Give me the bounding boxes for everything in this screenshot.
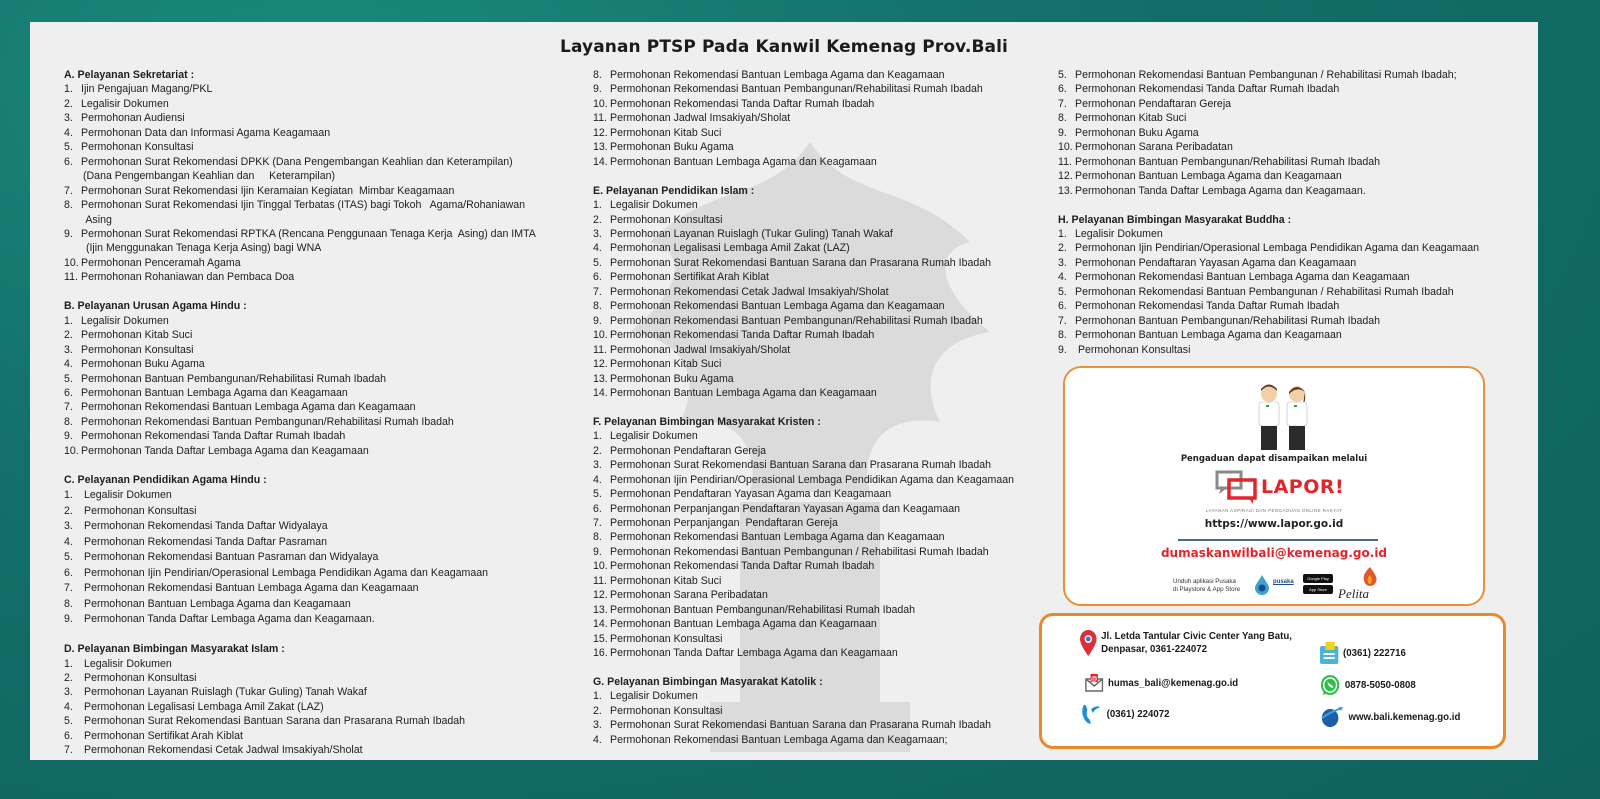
list-item: 6. Permohonan Rekomendasi Tanda Daftar Rumah Ibadah [1058, 300, 1340, 313]
lapor-chat-icon [1215, 468, 1261, 508]
flyer-panel [30, 22, 1538, 760]
list-item: 9. Permohonan Konsultasi [1058, 343, 1191, 356]
list-item: 4. Permohonan Legalisasi Lembaga Amil Zakat (LAZ) [593, 242, 850, 255]
list-item: 9. Permohonan Tanda Daftar Lembaga Agama dan Keagamaan. [64, 613, 375, 626]
list-item: 4. Permohonan Rekomendasi Tanda Daftar Pasraman [64, 535, 328, 548]
list-item: 9. Permohonan Rekomendasi Bantuan Pembangunan/Rehabilitasi Rumah Ibadah [593, 83, 983, 96]
list-item: 8. Permohonan Rekomendasi Bantuan Lembaga Agama dan Keagamaan [593, 300, 945, 313]
list-item: 4. Permohonan Rekomendasi Bantuan Lembaga Agama dan Keagamaan [1058, 271, 1410, 284]
list-item: 13. Permohonan Buku Agama [593, 141, 734, 154]
list-item: 12. Permohonan Sarana Peribadatan [593, 589, 768, 602]
complaint-card [1063, 366, 1485, 606]
phone-icon [1080, 703, 1102, 725]
list-item: 7. Permohonan Rekomendasi Cetak Jadwal Imsakiyah/Sholat [593, 285, 889, 298]
list-item: 2. Permohonan Ijin Pendirian/Operasional Lembaga Pendidikan Agama dan Keagamaan [1058, 242, 1480, 255]
section-bimas-buddha [1058, 213, 1528, 358]
list-item: 5. Permohonan Rekomendasi Bantuan Pembangunan / Rehabilitasi Rumah Ibadah [1058, 285, 1454, 298]
list-item: 5. Permohonan Bantuan Pembangunan/Rehabilitasi Rumah Ibadah [64, 372, 387, 385]
list-item: 4. Permohonan Legalisasi Lembaga Amil Zakat (LAZ) [64, 700, 324, 713]
contact-fax: (0361) 222716 [1320, 642, 1406, 664]
list-item: 1. Legalisir Dokumen [64, 489, 172, 502]
list-item: 7. Permohonan Rekomendasi Cetak Jadwal Imsakiyah/Sholat [64, 744, 363, 757]
list-item: 2. Legalisir Dokumen [64, 97, 169, 110]
list-item: 10. Permohonan Penceramah Agama [64, 256, 241, 269]
list-item: 7. Permohonan Rekomendasi Bantuan Lembaga Agama dan Keagamaan [64, 401, 416, 414]
section-title: E. Pelayanan Pendidikan Islam : [593, 184, 755, 197]
list-item: 3. Permohonan Konsultasi [64, 343, 194, 356]
list-item: 6. Permohonan Perpanjangan Pendaftaran Yayasan Agama dan Keagamaan [593, 502, 961, 515]
list-item: 1. Legalisir Dokumen [64, 657, 172, 670]
list-item: 3. Permohonan Surat Rekomendasi Bantuan Sarana dan Prasarana Rumah Ibadah [593, 719, 992, 732]
list-item: 9. Permohonan Surat Rekomendasi RPTKA (Rencana Penggunaan Tenaga Kerja Asing) dan IMTA [64, 227, 536, 240]
app-store-badge[interactable]: App Store [1303, 585, 1333, 594]
list-item: 1. Legalisir Dokumen [593, 430, 698, 443]
list-item: 12. Permohonan Kitab Suci [593, 126, 722, 139]
list-item: 9. Permohonan Buku Agama [1058, 126, 1199, 139]
contact-card [1039, 613, 1506, 749]
list-item: 6. Permohonan Surat Rekomendasi DPKK (Dana Pengembangan Keahlian dan Keterampilan) [64, 155, 513, 168]
list-item: 1. Legalisir Dokumen [64, 314, 169, 327]
list-item: 3. Permohonan Rekomendasi Tanda Daftar Widyalaya [64, 520, 328, 533]
list-item: 3. Permohonan Layanan Ruislagh (Tukar Guling) Tanah Wakaf [593, 227, 893, 240]
list-item: 4. Permohonan Rekomendasi Bantuan Lembaga Agama dan Keagamaan; [593, 733, 948, 746]
list-item: 6. Permohonan Sertifikat Arah Kiblat [64, 729, 243, 742]
app-download-text: Unduh aplikasi Pusaka di Playstore & App Store [1173, 578, 1241, 593]
list-item: 14. Permohonan Bantuan Lembaga Agama dan Keagamaan [593, 618, 877, 631]
column-3 [1058, 68, 1528, 357]
list-item: 14. Permohonan Bantuan Lembaga Agama dan Keagamaan [593, 386, 877, 399]
complaint-email-link[interactable]: dumaskanwilbali@kemenag.go.id [1160, 546, 1388, 560]
list-item: 8. Permohonan Bantuan Lembaga Agama dan Keagamaan [1058, 329, 1342, 342]
list-item: 3. Permohonan Pendaftaran Yayasan Agama dan Keagamaan [1058, 256, 1357, 269]
svg-text:@: @ [1091, 675, 1098, 684]
section-title: G. Pelayanan Bimbingan Masyarakat Katolik : [593, 675, 823, 688]
list-item: 3. Permohonan Surat Rekomendasi Bantuan Sarana dan Prasarana Rumah Ibadah [593, 459, 992, 472]
section-bimas-islam-continued [593, 68, 1063, 169]
list-item: 7. Permohonan Rekomendasi Bantuan Lembaga Agama dan Keagamaan [64, 582, 419, 595]
section-title: F. Pelayanan Bimbingan Masyarakat Kristen : [593, 415, 821, 428]
complaint-lead-text: Pengaduan dapat disampaikan melalui [1180, 454, 1368, 464]
list-item: 13. Permohonan Buku Agama [593, 372, 734, 385]
list-item: 5. Permohonan Surat Rekomendasi Bantuan Sarana dan Prasarana Rumah Ibadah [64, 715, 466, 728]
list-item: 3. Permohonan Audiensi [64, 112, 185, 125]
pusaka-label: pusaka [1273, 579, 1294, 585]
list-item: 5. Permohonan Surat Rekomendasi Bantuan Sarana dan Prasarana Rumah Ibadah [593, 256, 992, 269]
list-item: 1. Legalisir Dokumen [1058, 227, 1163, 240]
section-title: B. Pelayanan Urusan Agama Hindu : [64, 300, 247, 313]
list-item: 7. Permohonan Pendaftaran Gereja [1058, 97, 1232, 110]
lapor-logo [1215, 468, 1345, 508]
list-item: 8. Permohonan Rekomendasi Bantuan Lembaga Agama dan Keagamaan [593, 69, 945, 81]
list-item: 8. Permohonan Rekomendasi Bantuan Lembaga Agama dan Keagamaan [593, 531, 945, 544]
list-item: 12. Permohonan Bantuan Lembaga Agama dan Keagamaan [1058, 170, 1342, 183]
list-item: 7. Permohonan Perpanjangan Pendaftaran Gereja [593, 517, 838, 530]
section-title: H. Pelayanan Bimbingan Masyarakat Buddha : [1058, 213, 1292, 226]
staff-greeting-illustration-icon [1243, 382, 1323, 452]
contact-website[interactable]: www.bali.kemenag.go.id [1320, 706, 1460, 728]
list-item: 9. Permohonan Rekomendasi Bantuan Pembangunan / Rehabilitasi Rumah Ibadah [593, 545, 989, 558]
app-download-row [1173, 573, 1393, 603]
section-bimas-islam [64, 642, 564, 758]
section-title: A. Pelayanan Sekretariat : [64, 69, 195, 81]
list-item: 4. Permohonan Ijin Pendirian/Operasional Lembaga Pendidikan Agama dan Keagamaan [593, 473, 1015, 486]
list-item: 1. Legalisir Dokumen [593, 690, 698, 703]
lapor-subtitle: LAYANAN ASPIRASI DAN PENGADUAN ONLINE RAKYAT [1205, 508, 1343, 513]
list-item: 2. Permohonan Kitab Suci [64, 329, 193, 342]
list-item: 3. Permohonan Layanan Ruislagh (Tukar Guling) Tanah Wakaf [64, 686, 367, 699]
list-item: 2. Permohonan Pendaftaran Gereja [593, 444, 767, 457]
list-item: 5. Permohonan Pendaftaran Yayasan Agama dan Keagamaan [593, 488, 892, 501]
list-item: 8. Permohonan Bantuan Lembaga Agama dan Keagamaan [64, 597, 351, 610]
pelita-logo: Pelita [1338, 573, 1383, 603]
list-item: 9. Permohonan Rekomendasi Bantuan Pembangunan/Rehabilitasi Rumah Ibadah [593, 314, 983, 327]
section-sekretariat [64, 68, 564, 285]
lapor-wordmark: LAPOR! [1261, 476, 1345, 498]
list-item: 2. Permohonan Konsultasi [64, 504, 197, 517]
contact-phone[interactable]: (0361) 224072 [1080, 703, 1170, 725]
list-item: 6. Permohonan Rekomendasi Tanda Daftar Rumah Ibadah [1058, 83, 1340, 96]
contact-address: Jl. Letda Tantular Civic Center Yang Batu, Denpasar, 0361-224072 [1080, 630, 1292, 656]
list-item: 10. Permohonan Rekomendasi Tanda Daftar Rumah Ibadah [593, 329, 875, 342]
list-item: 9. Permohonan Rekomendasi Tanda Daftar Rumah Ibadah [64, 430, 346, 443]
list-item: 8. Permohonan Kitab Suci [1058, 112, 1187, 125]
pusaka-logo-icon [1255, 575, 1269, 595]
list-item: 13. Permohonan Bantuan Pembangunan/Rehabilitasi Rumah Ibadah [593, 603, 916, 616]
section-title: C. Pelayanan Pendidikan Agama Hindu : [64, 473, 267, 486]
list-item: 11. Permohonan Kitab Suci [593, 574, 722, 587]
column-2 [593, 68, 1063, 747]
google-play-badge[interactable]: Google Play [1303, 574, 1333, 583]
section-title: D. Pelayanan Bimbingan Masyarakat Islam : [64, 643, 285, 656]
list-item: 8. Permohonan Rekomendasi Bantuan Pembangunan/Rehabilitasi Rumah Ibadah [64, 415, 454, 428]
contact-whatsapp[interactable]: 0878-5050-0808 [1320, 674, 1416, 696]
list-item: 2. Permohonan Konsultasi [64, 672, 197, 684]
list-item: 11. Permohonan Jadwal Imsakiyah/Sholat [593, 343, 791, 356]
list-item: 11. Permohonan Jadwal Imsakiyah/Sholat [593, 112, 791, 125]
list-item: 16. Permohonan Tanda Daftar Lembaga Agama dan Keagamaan [593, 647, 898, 660]
section-pendidikan-islam [593, 184, 1063, 401]
list-item: 15. Permohonan Konsultasi [593, 632, 723, 645]
list-item: 6. Permohonan Bantuan Lembaga Agama dan Keagamaan [64, 386, 348, 399]
whatsapp-icon [1320, 674, 1340, 696]
section-bimas-katolik [593, 675, 1063, 747]
divider [1178, 539, 1378, 541]
list-item-continuation: Asing [83, 213, 112, 226]
list-item: 8. Permohonan Surat Rekomendasi Ijin Tinggal Terbatas (ITAS) bagi Tokoh Agama/Rohaniawan [64, 199, 526, 212]
section-pendidikan-agama-hindu [64, 473, 564, 628]
list-item: 6. Permohonan Ijin Pendirian/Operasional Lembaga Pendidikan Agama dan Keagamaan [64, 566, 489, 579]
list-item-continuation: (Ijin Menggunakan Tenaga Kerja Asing) bagi WNA [83, 242, 322, 255]
column-1 [64, 68, 564, 758]
list-item: 10. Permohonan Rekomendasi Tanda Daftar Rumah Ibadah [593, 97, 875, 110]
list-item-continuation: (Dana Pengembangan Keahlian dan Keterampilan) [83, 170, 336, 183]
list-item: 13. Permohonan Tanda Daftar Lembaga Agama dan Keagamaan. [1058, 184, 1366, 197]
list-item: 5. Permohonan Rekomendasi Bantuan Pasraman dan Widyalaya [64, 551, 379, 564]
list-item: 10. Permohonan Rekomendasi Tanda Daftar Rumah Ibadah [593, 560, 875, 573]
list-item: 1. Legalisir Dokumen [593, 199, 698, 212]
list-item: 10. Permohonan Sarana Peribadatan [1058, 141, 1233, 154]
lapor-url-link[interactable]: https://www.lapor.go.id [1204, 518, 1344, 530]
list-item: 2. Permohonan Konsultasi [593, 213, 723, 226]
list-item: 5. Permohonan Konsultasi [64, 141, 194, 154]
section-bimas-kristen [593, 415, 1063, 661]
list-item: 14. Permohonan Bantuan Lembaga Agama dan Keagamaan [593, 155, 877, 168]
list-item: 6. Permohonan Sertifikat Arah Kiblat [593, 271, 769, 284]
globe-icon [1320, 706, 1344, 728]
list-item: 11. Permohonan Bantuan Pembangunan/Rehabilitasi Rumah Ibadah [1058, 155, 1381, 168]
section-bimas-katolik-continued [1058, 68, 1528, 198]
list-item: 7. Permohonan Surat Rekomendasi Ijin Keramaian Kegiatan Mimbar Keagamaan [64, 184, 455, 197]
list-item: 5. Permohonan Rekomendasi Bantuan Pembangunan / Rehabilitasi Rumah Ibadah; [1058, 69, 1457, 81]
fax-icon [1320, 642, 1338, 664]
list-item: 2. Permohonan Konsultasi [593, 704, 723, 717]
list-item: 11. Permohonan Rohaniawan dan Pembaca Doa [64, 271, 295, 284]
map-pin-icon [1080, 630, 1097, 656]
contact-email[interactable]: @ humas_bali@kemenag.go.id [1085, 674, 1238, 692]
list-item: 4. Permohonan Buku Agama [64, 358, 205, 371]
list-item: 10. Permohonan Tanda Daftar Lembaga Agama dan Keagamaan [64, 444, 369, 457]
list-item: 7. Permohonan Bantuan Pembangunan/Rehabilitasi Rumah Ibadah [1058, 314, 1381, 327]
list-item: 1. Ijin Pengajuan Magang/PKL [64, 83, 213, 96]
page-title: Layanan PTSP Pada Kanwil Kemenag Prov.Bali [560, 37, 1008, 57]
email-icon [1085, 674, 1103, 692]
section-urusan-agama-hindu [64, 299, 564, 458]
list-item: 4. Permohonan Data dan Informasi Agama Keagamaan [64, 126, 331, 139]
list-item: 12. Permohonan Kitab Suci [593, 358, 722, 371]
